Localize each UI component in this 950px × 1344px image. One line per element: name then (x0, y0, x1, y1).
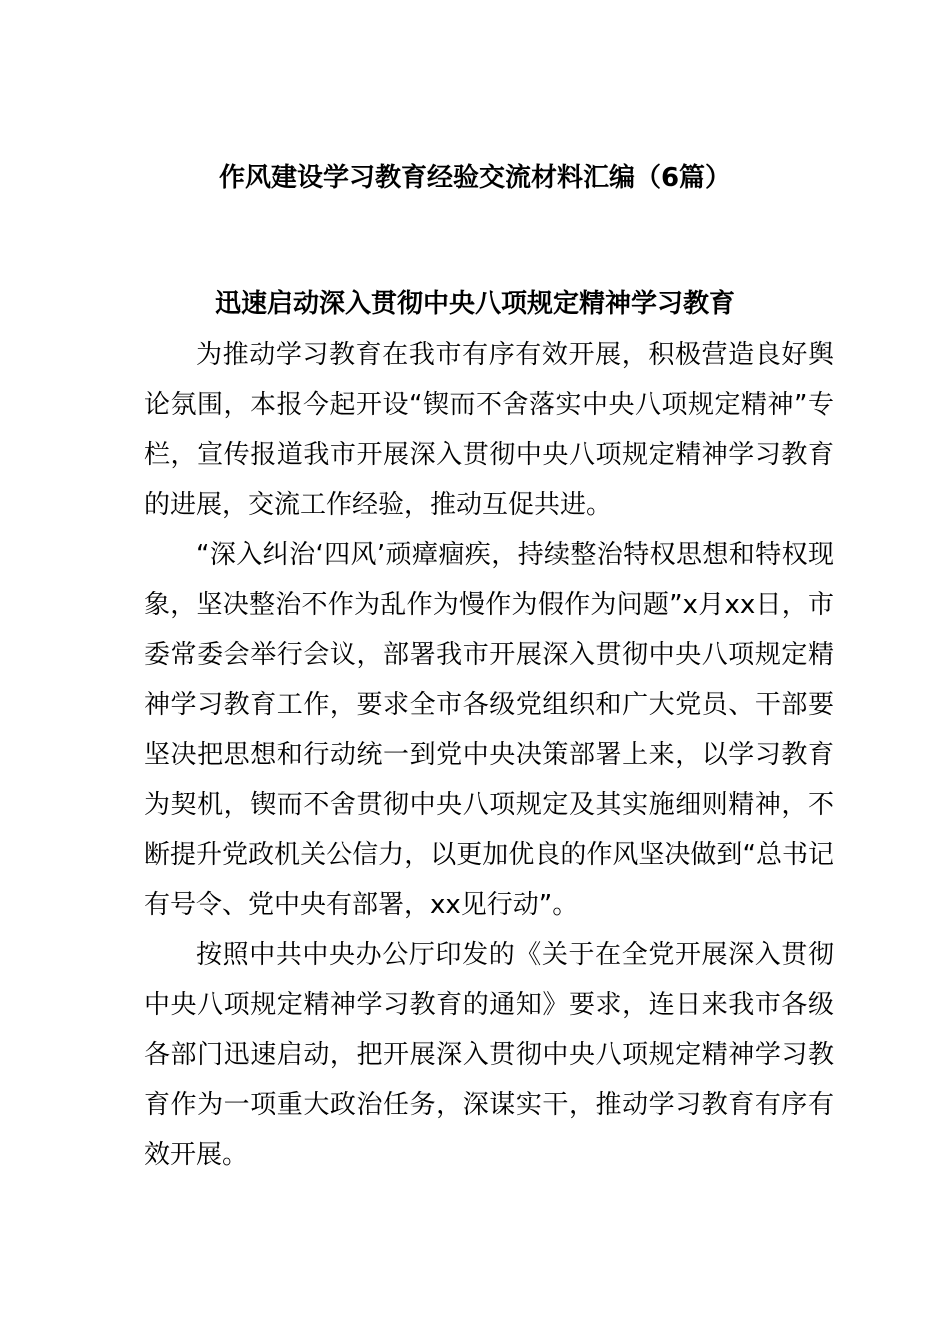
section-title: 迅速启动深入贯彻中央八项规定精神学习教育 (214, 289, 735, 319)
document-title: 作风建设学习教育经验交流材料汇编（6篇） (218, 163, 732, 193)
document-body (144, 330, 834, 1180)
paragraph-2: “深入纠治‘四风’顽瘴痼疾，持续整治特权思想和特权现象，坚决整治不作为乱作为慢作为假作为问题”x月xx日，市委常委会举行会议，部署我市开展深入贯彻中央八项规定精神学习教育工作，要求全市各级党组织和广大党员、干部要坚决把思想和行动统一到党中央决策部署上来，以学习教育为契机，锲而不舍贯彻中央八项规定及其实施细则精神，不断提升党政机关公信力，以更加优良的作风坚决做到“总书记有号令、党中央有部署，xx见行动”。 (144, 540, 834, 920)
paragraph-3: 按照中共中央办公厅印发的《关于在全党开展深入贯彻中央八项规定精神学习教育的通知》要求，连日来我市各级各部门迅速启动，把开展深入贯彻中央八项规定精神学习教育作为一项重大政治任务，深谋实干，推动学习教育有序有效开展。 (144, 940, 834, 1170)
paragraph-1: 为推动学习教育在我市有序有效开展，积极营造良好舆论氛围，本报今起开设“锲而不舍落实中央八项规定精神”专栏，宣传报道我市开展深入贯彻中央八项规定精神学习教育的进展，交流工作经验，推动互促共进。 (144, 340, 834, 520)
